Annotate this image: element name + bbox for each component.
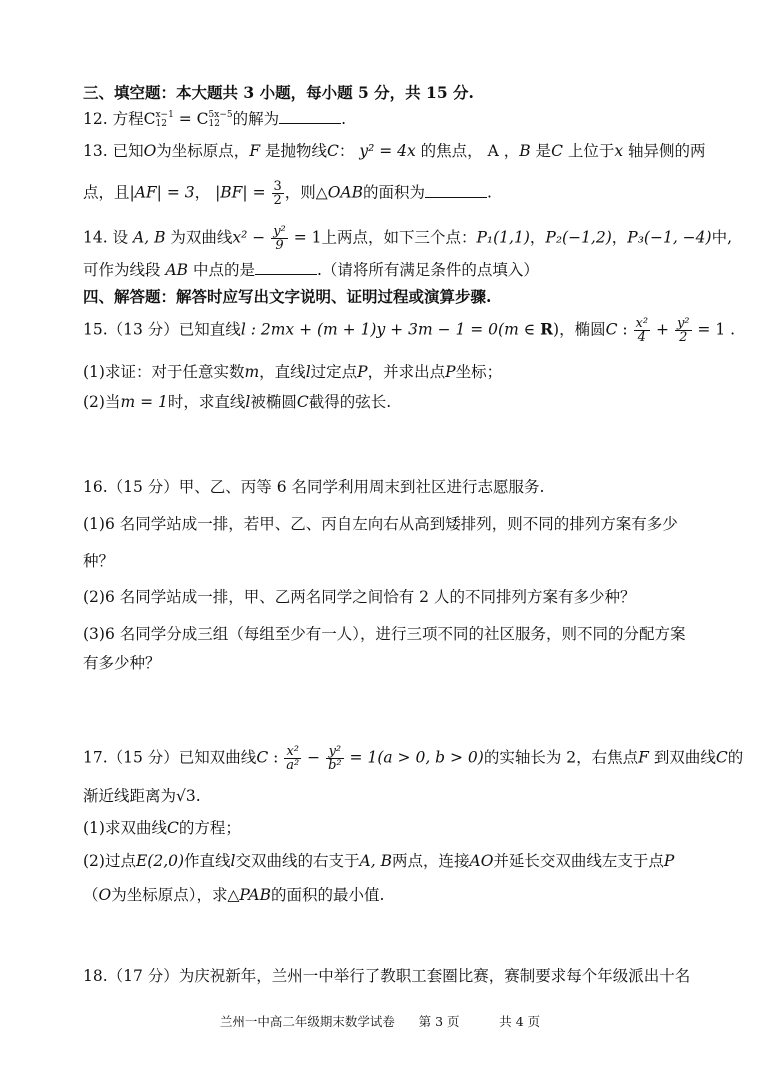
q17-fraction-y: $\frac{\text{y²}}{\text{b²}}$ bbox=[328, 744, 342, 773]
question-14-line-1: 14. 设 A, B 为双曲线x² − $\frac{\text{y²}}{9}$ = 1上两点，如下三个点：P₁(1,1)，P₂(−1,2)，P₃(−1, −4)中, bbox=[83, 224, 733, 253]
question-16-part-1: (1)6 名同学站成一排，若甲、乙、丙自左向右从高到矮排列，则不同的排列方案有多少 bbox=[83, 515, 678, 533]
question-17-part-1: (1)求双曲线C的方程； bbox=[83, 819, 241, 837]
q12-equals: = bbox=[173, 110, 197, 128]
question-15-stem: 15.（13 分）已知直线l : 2mx + (m + 1)y + 3m − 1 = 0(m ∈ R)，椭圆C : $\frac{\text{x²}}{4}$ + $\frac{\text{y²}}{2}$ = 1 . bbox=[83, 316, 736, 345]
question-13-line-2: 点，且|AF| = 3， |BF| = $\frac{3}{2}$ ，则△OAB的面积为 . bbox=[83, 179, 492, 208]
question-16-part-1-cont: 种？ bbox=[83, 552, 115, 570]
page-footer: 兰州一中高二年级期末数学试卷 第 3 页 共 4 页 bbox=[219, 1014, 541, 1029]
q14-point-p1: P₁(1,1) bbox=[476, 228, 530, 247]
q12-text: 方程 bbox=[112, 110, 144, 128]
question-16-stem: 16.（15 分）甲、乙、丙等 6 名同学利用周末到社区进行志愿服务. bbox=[83, 478, 545, 496]
q14-point-p3: P₃(−1, −4) bbox=[627, 228, 712, 247]
q14-point-p2: P₂(−1,2) bbox=[545, 228, 612, 247]
section-3-header: 三、填空题：本大题共 3 小题，每小题 5 分，共 15 分. bbox=[83, 83, 474, 102]
q12-sub-right: 12 bbox=[208, 119, 220, 129]
question-17-stem: 17.（15 分）已知双曲线C : $\frac{\text{x²}}{\text{a²}}$ − $\frac{\text{y²}}{\text{b²}}$ = 1(a > 0, b > 0)的实轴长为 2，右焦点F 到双曲线C的 bbox=[83, 744, 744, 773]
q12-answer-blank bbox=[279, 108, 341, 124]
q12-combination-left: C x−1 12 bbox=[143, 110, 174, 129]
q12-text-end: 的解为 bbox=[232, 110, 280, 128]
q17-sqrt3: √3 bbox=[176, 787, 196, 805]
question-15-part-2: (2)当m = 1时，求直线l被椭圆C截得的弦长. bbox=[83, 393, 392, 411]
question-17-stem-cont: 渐近线距离为√3. bbox=[83, 787, 201, 805]
question-18-stem: 18.（17 分）为庆祝新年，兰州一中举行了教职工套圈比赛，赛制要求每个年级派出十名 bbox=[83, 967, 691, 985]
q14-answer-blank bbox=[255, 259, 317, 275]
q13-af: |AF| = 3 bbox=[129, 183, 195, 202]
q13-answer-blank bbox=[425, 182, 487, 198]
q15-fraction-y: $\frac{\text{y²}}{2}$ bbox=[676, 316, 690, 345]
question-16-part-2: (2)6 名同学站成一排，甲、乙两名同学之间恰有 2 人的不同排列方案有多少种？ bbox=[83, 588, 636, 606]
q13-fraction: $\frac{3}{2}$ bbox=[273, 179, 282, 208]
question-17-part-2: (2)过点E(2,0)作直线l交双曲线的右支于A, B两点，连接AO并延长交双曲线左支于点P bbox=[83, 852, 675, 870]
question-16-part-3-cont: 有多少种？ bbox=[83, 654, 161, 672]
q12-number: 12. bbox=[83, 110, 113, 128]
question-12: 12. 方程C x−1 12 = C 5x−5 12 的解为 . bbox=[83, 110, 347, 129]
q13-bf: |BF| = bbox=[215, 183, 271, 202]
question-15-part-1: (1)求证：对于任意实数m，直线l过定点P，并求出点P坐标； bbox=[83, 363, 503, 381]
question-13-line-1: 13. 已知O为坐标原点，F 是抛物线C： y² = 4x 的焦点， A ，B 是C 上位于x 轴异侧的两 bbox=[83, 142, 706, 160]
q17-hyperbola-condition: = 1(a > 0, b > 0) bbox=[344, 748, 484, 767]
q14-fraction: $\frac{\text{y²}}{9}$ bbox=[273, 224, 286, 253]
q12-sup-right: 5x−5 bbox=[208, 110, 233, 120]
q13-parabola-equation: y² = 4x bbox=[359, 142, 416, 160]
question-17-part-2-cont: （O为坐标原点），求△PAB的面积的最小值. bbox=[83, 886, 385, 904]
question-16-part-3: (3)6 名同学分成三组（每组至少有一人），进行三项不同的社区服务，则不同的分配方案 bbox=[83, 625, 686, 643]
q17-fraction-x: $\frac{\text{x²}}{\text{a²}}$ bbox=[286, 744, 300, 773]
section-4-header: 四、解答题：解答时应写出文字说明、证明过程或演算步骤. bbox=[83, 287, 492, 306]
q15-fraction-x: $\frac{\text{x²}}{4}$ bbox=[635, 316, 649, 345]
q15-line-equation: l : 2mx + (m + 1)y + 3m − 1 = 0(m ∈ bbox=[240, 320, 541, 339]
q12-combination-right: C 5x−5 12 bbox=[196, 110, 233, 129]
q12-sub-left: 12 bbox=[155, 119, 167, 129]
question-14-line-2: 可作为线段 AB 中点的是 .（请将所有满足条件的点填入） bbox=[83, 261, 539, 279]
q12-sup-left: x−1 bbox=[155, 110, 174, 120]
